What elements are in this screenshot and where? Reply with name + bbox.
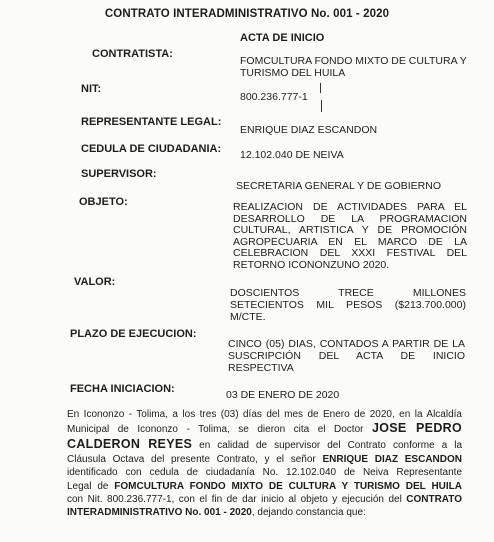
value-line: SETECIENTOS MIL PESOS ($213.700.000): [230, 299, 466, 311]
label-supervisor: SUPERVISOR:: [81, 168, 157, 180]
value-representante-legal: ENRIQUE DIAZ ESCANDON: [240, 124, 378, 136]
body-text: , dejando constancia que:: [251, 507, 366, 519]
body-line: [67, 453, 462, 466]
label-representante-legal: REPRESENTANTE LEGAL:: [81, 116, 222, 128]
label-contratista: CONTRATISTA:: [92, 48, 173, 60]
value-cedula: 12.102.040 DE NEIVA: [240, 149, 344, 161]
value-line: CELEBRACION DEL XXXI FESTIVAL DEL: [233, 247, 467, 259]
body-line: [67, 480, 462, 493]
body-line: [67, 437, 462, 453]
value-line: M/CTE.: [230, 311, 266, 323]
contractor-name: FOMCULTURA FONDO MIXTO DE CULTURA Y TURISMO DEL HUILA: [114, 480, 462, 492]
label-fecha-iniciacion: FECHA INICIACION:: [70, 383, 175, 395]
body-text: identificado con cedula de ciudadanía No. 12.102.040 de Neiva Representante: [67, 467, 462, 479]
body-line: [67, 493, 462, 506]
contract-reference: INTERADMINISTRATIVO No. 001 - 2020: [67, 507, 252, 519]
value-supervisor: SECRETARIA GENERAL Y DE GOBIERNO: [236, 180, 442, 192]
body-text: Cláusula Octava del presente Contrato, y el señor: [67, 454, 323, 466]
body-text: Legal de: [67, 480, 115, 492]
value-line: FOMCULTURA FONDO MIXTO DE CULTURA Y: [240, 55, 467, 67]
person-name-representative: ENRIQUE DIAZ ESCANDON: [322, 454, 462, 466]
label-nit: NIT:: [81, 83, 102, 95]
value-line: SUSCRIPCIÓN DEL ACTA DE INICIO: [228, 350, 465, 362]
value-line: DOSCIENTOS TRECE MILLONES: [230, 287, 466, 299]
contract-reference: CONTRATO: [406, 493, 462, 505]
person-name-supervisor: JOSE PEDRO: [372, 421, 462, 436]
body-text: en calidad de supervisor del Contrato conforme a la: [192, 440, 462, 452]
label-valor: VALOR:: [74, 276, 116, 288]
value-line: TURISMO DEL HUILA: [240, 67, 346, 79]
body-text: En Icononzo - Tolima, a los tres (03) días del mes de Enero de 2020, en la Alcaldía: [67, 409, 462, 420]
value-objeto: [233, 202, 467, 271]
value-line: RETORNO ICONONZUNO 2020.: [233, 258, 390, 271]
body-line: [67, 421, 462, 437]
label-objeto: OBJETO:: [79, 196, 128, 208]
body-text: Municipal de Icononzo - Tolima, se dieron cita el Doctor: [67, 424, 372, 436]
body-text: con Nit. 800.236.777-1, con el fin de dar inicio al objeto y ejecución del: [67, 493, 407, 505]
pen-mark: [321, 100, 322, 112]
value-line: CULTURAL, ARTISTICA Y DE PROMOCIÓN: [233, 224, 467, 236]
value-line: DESARROLLO DE LA PROGRAMACION: [233, 212, 467, 225]
value-nit: 800.236.777-1: [240, 91, 308, 103]
body-line: [67, 466, 462, 479]
value-fecha-iniciacion: 03 DE ENERO DE 2020: [226, 389, 340, 401]
value-valor: [230, 287, 466, 323]
value-line: CINCO (05) DIAS, CONTADOS A PARTIR DE LA: [228, 338, 465, 350]
contract-title: CONTRATO INTERADMINISTRATIVO No. 001 - 2020: [104, 8, 390, 20]
person-name-supervisor: CALDERON REYES: [67, 437, 193, 452]
value-line: RESPECTIVA: [228, 362, 294, 374]
body-line: [67, 408, 462, 421]
value-contratista: [240, 55, 480, 79]
value-plazo-de-ejecucion: [228, 338, 465, 374]
label-plazo-de-ejecucion: PLAZO DE EJECUCION:: [70, 328, 197, 340]
value-line: AGROPECUARIA EN EL MARCO DE LA: [233, 235, 467, 248]
label-cedula: CEDULA DE CIUDADANIA:: [81, 143, 222, 155]
body-line: [67, 506, 462, 519]
value-line: REALIZACION DE ACTIVIDADES PARA EL: [233, 201, 467, 213]
pen-mark: [320, 83, 321, 93]
body-paragraph: [67, 408, 462, 519]
acta-de-inicio-heading: ACTA DE INICIO: [240, 32, 325, 44]
